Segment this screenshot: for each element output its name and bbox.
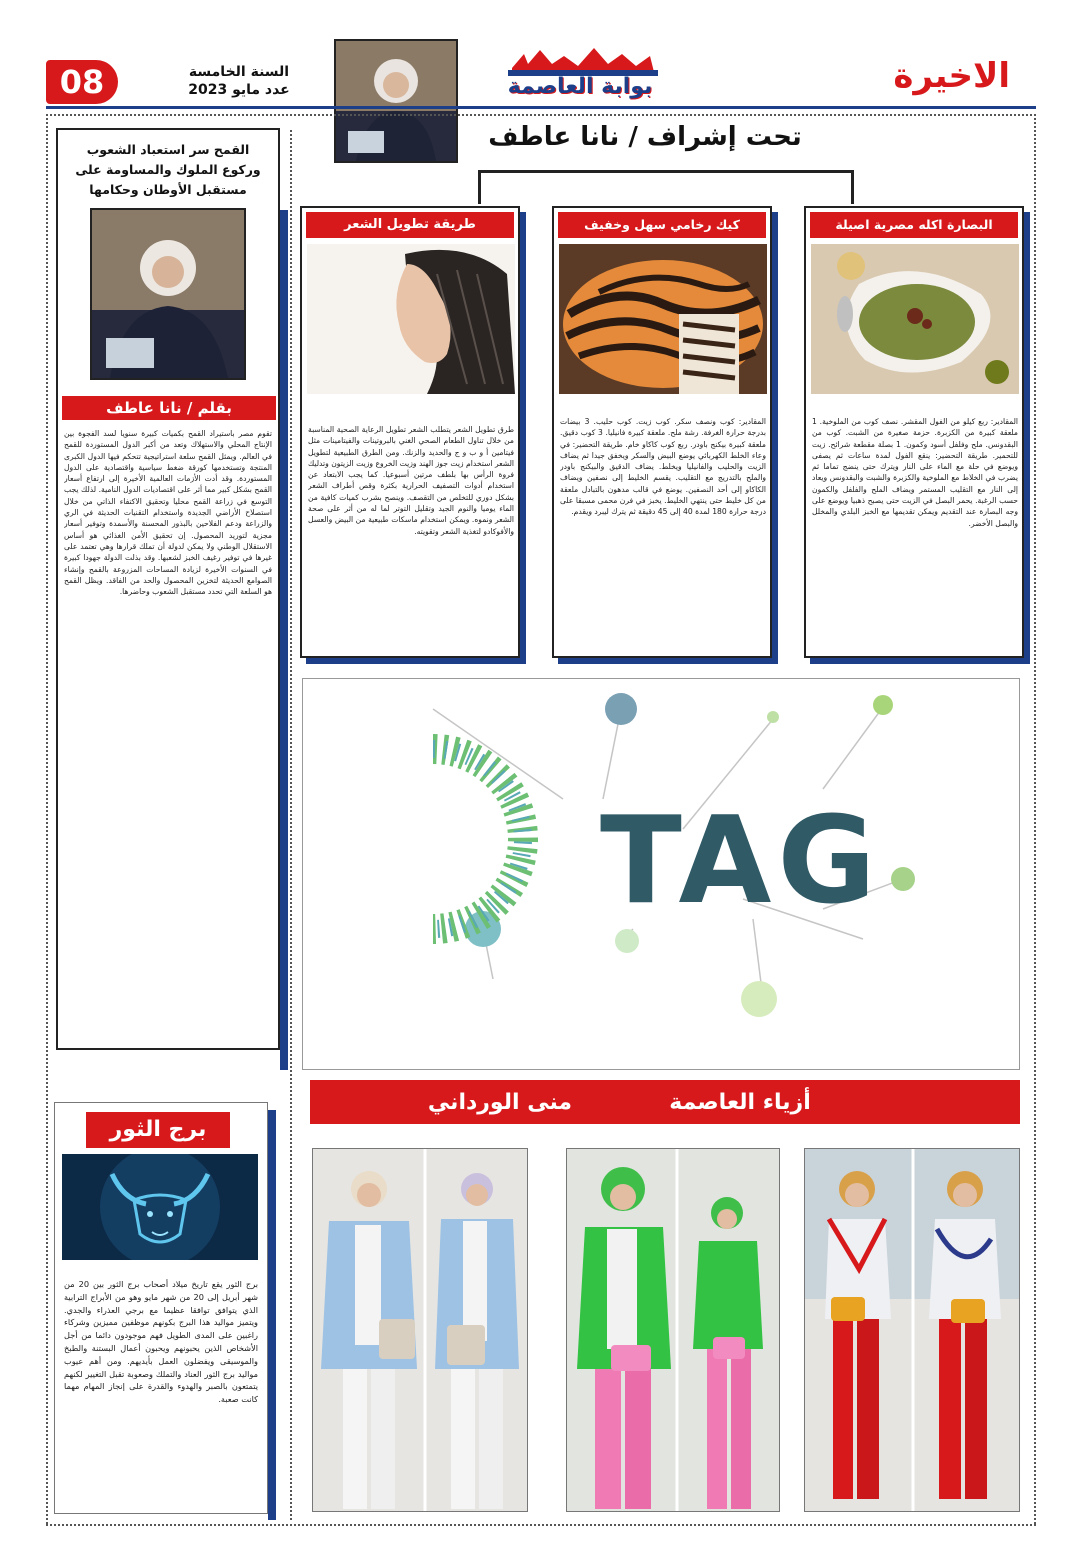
fashion-photo-green-outfit [566, 1148, 780, 1512]
article-wheat-byline: بقلم / نانا عاطف [62, 396, 276, 420]
article-bissara-body: المقادير: ربع كيلو من الفول المقشر. نصف كوب من الملوخية. 1 ملعقة كبيرة من الكزبرة. حزمة صغيرة من الشبت. كوب من البقدونس. ملح وفلفل أسود وكمون. 1 بصلة مقطعة شرائح. زيت للتحمير. طريقة التحضير: ينقع الفول لمدة ساعات ثم يصفى ويوضع في حلة مع الماء على النار ويترك حتى ينضج تماما ثم يضرب في الخلاط مع الملوخية والكزبرة والشبت والبقدونس ويعاد إلى النار مع التقليب المستمر ويضاف الملح والفلفل والكمون حسب الرغبة. يحمر البصل في الزيت حتى يصبح ذهبيا ويوضع على وجه البصارة عند التقديم ويمكن تقديمها مع الخبز البلدي والمخلل والبصل الأخضر. [812, 417, 1018, 528]
article-bissara-photo [811, 244, 1019, 394]
horoscope-blue-shadow [268, 1110, 276, 1520]
article-wheat-title: القمح سر استعباد الشعوب وركوع الملوك والمساومة على مستقبل الأوطان وحكامها [75, 142, 261, 197]
column-divider [290, 130, 292, 1520]
article-hair-body: طرق تطويل الشعر يتطلب الشعر تطويل الرعاية الصحية المناسبة من خلال تناول الطعام الصحي الغني بالبروتينات والفيتامينات مثل فيتامين أ و ب و ج والحديد والزنك. ومن الطرق الطبيعية لتطويل الشعر استخدام زيت جوز الهند وزيت الخروع وزيت الزيتون وتدليك فروة الرأس بها بلطف مرتين أسبوعيا. كما يجب الابتعاد عن استخدام أدوات التصفيف الحرارية بكثرة وقص أطراف الشعر بشكل دوري للتخلص من التقصف. وينصح بشرب كميات كافية من الماء يوميا والنوم الجيد وتقليل التوتر لما له من أثر على صحة الشعر ونموه. ويمكن استخدام ماسكات طبيعية من البيض والعسل والأفوكادو لتغذية الشعر وتقويته. [308, 425, 514, 536]
article-cake-title: كيك رخامي سهل وخفيف [558, 212, 766, 238]
frame-right [1034, 114, 1036, 1524]
article-hair-photo [307, 244, 515, 394]
article-wheat-author-photo [90, 208, 246, 380]
article-cake-photo [559, 244, 767, 394]
article-wheat-blue-shadow [280, 210, 288, 1070]
frame-top [46, 114, 1036, 116]
horoscope-body: برج الثور يقع تاريخ ميلاد أصحاب برج الثور بين 20 من شهر أبريل إلى 20 من شهر مايو وهو من الأبراج الترابية الذي يتوافق توافقا عظيما مع برجي العذراء والجدي. ويتميز مواليد هذا البرج بكونهم موظفين مميزين وشركاء راغبين على المدى الطويل فهم موجودون دائما من أجل الأشخاص الذين يحبونهم ويحبون أعمال البستنة والطبخ والموسيقى ويفضلون العمل بأيديهم. ومن أهم عيوب مواليد برج الثور العناد والتملك وصعوبة تقبل التغيير لكنهم يتمتعون بالصبر والهدوء والقدرة على إنجاز المهام مهما كانت صعبة. [64, 1279, 258, 1405]
fashion-photo-blue-outfit [312, 1148, 528, 1512]
fashion-section-label: أزياء العاصمة [669, 1090, 811, 1115]
article-cake-body: المقادير: كوب ونصف سكر. كوب زيت. كوب حليب. 3 بيضات بدرجة حرارة الغرفة. رشة ملح. ملعقة كبيرة فانيليا. 3 كوب دقيق. ملعقة كبيرة بيكنج باودر. ربع كوب كاكاو خام. طريقة التحضير: في وعاء الخلط الكهربائي يوضع البيض والسكر ويخفق جيدا ثم يضاف الزيت والحليب والفانيليا ويخلط. يضاف الدقيق والبيكنج باودر والملح بالتدريج مع التقليب. يقسم الخليط إلى نصفين ويضاف الكاكاو إلى أحد النصفين. يوضع في قالب مدهون بالتبادل ملعقة من كل خليط حتى ينتهي الخليط. يخبز في فرن محمى مسبقا على درجة حرارة 180 لمدة 40 إلى 45 دقيقة ثم يترك ليبرد ويقدم. [560, 417, 766, 517]
fashion-designer-name: منى الورداني [427, 1090, 573, 1115]
issue-label: عدد مايو 2023 [188, 82, 290, 98]
horoscope-title: برج الثور [86, 1112, 230, 1148]
header-rule [46, 106, 1036, 109]
frame-bottom [46, 1524, 1036, 1526]
tag-logo-text: TAG [600, 792, 882, 931]
year-label: السنة الخامسة [188, 64, 290, 80]
horoscope-taurus-image [62, 1154, 258, 1260]
page-number: 08 [59, 63, 105, 101]
section-title: الاخيرة [893, 56, 1010, 96]
article-wheat-body: تقوم مصر باستيراد القمح بكميات كبيرة سنويا لسد الفجوة بين الإنتاج المحلي والاستهلاك وتعد من أكبر الدول المستوردة للقمح في العالم. ويمثل القمح سلعة استراتيجية تتحكم فيها الدول الكبرى المنتجة وتستخدمها كورقة ضغط سياسية واقتصادية على الدول المستوردة. وقد أدت الأزمات العالمية الأخيرة إلى ارتفاع أسعار القمح بشكل كبير مما أثر على اقتصاديات الدول النامية. لذلك يجب التوسع في زراعة القمح محليا وتحقيق الاكتفاء الذاتي من خلال استصلاح الأراضي الجديدة واستخدام التقنيات الحديثة في الري والزراعة ودعم الفلاحين بالبذور المحسنة والأسمدة وتوفير أسعار مجزية لتوريد المحصول. إن تحقيق الأمن الغذائي هو أساس الاستقلال الوطني ولا يمكن لدولة أن تملك قرارها وهي تعتمد على غيرها في توفير رغيف الخبز لشعبها. وقد بذلت الدولة جهودا كبيرة في السنوات الأخيرة لزيادة المساحات المزروعة بالقمح وإنشاء الصوامع الحديثة لتخزين المحصول والحد من الفاقد. ويظل القمح هو السلعة التي تحدد مستقبل الشعوب وحاضرها. [64, 429, 272, 597]
article-bissara-title: البصارة اكله مصرية اصيلة [810, 212, 1018, 238]
supervisor-photo [334, 39, 458, 163]
article-hair-title: طريقة تطويل الشعر [306, 212, 514, 238]
header [0, 0, 1080, 125]
supervision-heading: تحت إشراف / نانا عاطف [488, 122, 802, 152]
frame-left [46, 114, 48, 1524]
fashion-photo-red-outfit [804, 1148, 1020, 1512]
bracket [478, 170, 854, 204]
logo-text: بوابة العاصمة [507, 74, 653, 99]
